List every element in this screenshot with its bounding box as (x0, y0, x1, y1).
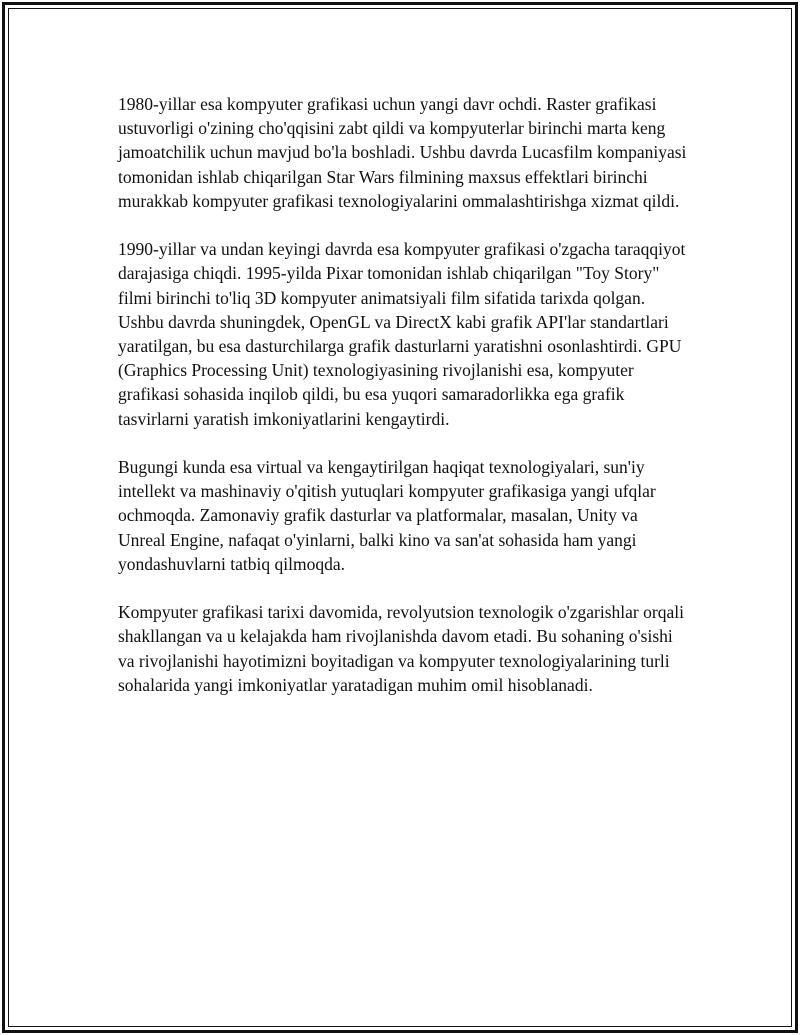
paragraph-today: Bugungi kunda esa virtual va kengaytirilgan haqiqat texnologiyalari, sun'iy intellekt va mashinaviy o'qitish yutuqlari kompyuter grafikasiga yangi ufqlar ochmoqda. Zamonaviy grafik dasturlar va platformalar, masalan, Unity va Unreal Engine, nafaqat o'yinlarni, balki kino va san'at sohasida ham yangi yondashuvlarni tatbiq qilmoqda. (118, 457, 656, 574)
document-body (118, 92, 688, 721)
paragraph-conclusion: Kompyuter grafikasi tarixi davomida, revolyutsion texnologik o'zgarishlar orqali shakllangan va u kelajakda ham rivojlanishda davom etadi. Bu sohaning o'sishi va rivojlanishi hayotimizni boyitadigan va kompyuter texnologiyalarining turli sohalarida yangi imkoniyatlar yaratadigan muhim omil hisoblanadi. (118, 602, 684, 695)
paragraph-1990s: 1990-yillar va undan keyingi davrda esa kompyuter grafikasi o'zgacha taraqqiyot darajasiga chiqdi. 1995-yilda Pixar tomonidan ishlab chiqarilgan "Toy Story" filmi birinchi to'liq 3D kompyuter animatsiyali film sifatida tarixda qolgan. Ushbu davrda shuningdek, OpenGL va DirectX kabi grafik API'lar standartlari yaratilgan, bu esa dasturchilarga grafik dasturlarni yaratishni osonlashtirdi. GPU (Graphics Processing Unit) texnologiyasining rivojlanishi esa, kompyuter grafikasi sohasida inqilob qildi, bu esa yuqori samaradorlikka ega grafik tasvirlarni yaratish imkoniyatlarini kengaytirdi. (118, 239, 686, 429)
paragraph-1980s: 1980-yillar esa kompyuter grafikasi uchun yangi davr ochdi. Raster grafikasi ustuvorligi o'zining cho'qqisini zabt qildi va kompyuterlar birinchi marta keng jamoatchilik uchun mavjud bo'la boshladi. Ushbu davrda Lucasfilm kompaniyasi tomonidan ishlab chiqarilgan Star Wars filmining maxsus effektlari birinchi murakkab kompyuter grafikasi texnologiyalarini ommalashtirishga xizmat qildi. (118, 94, 687, 211)
